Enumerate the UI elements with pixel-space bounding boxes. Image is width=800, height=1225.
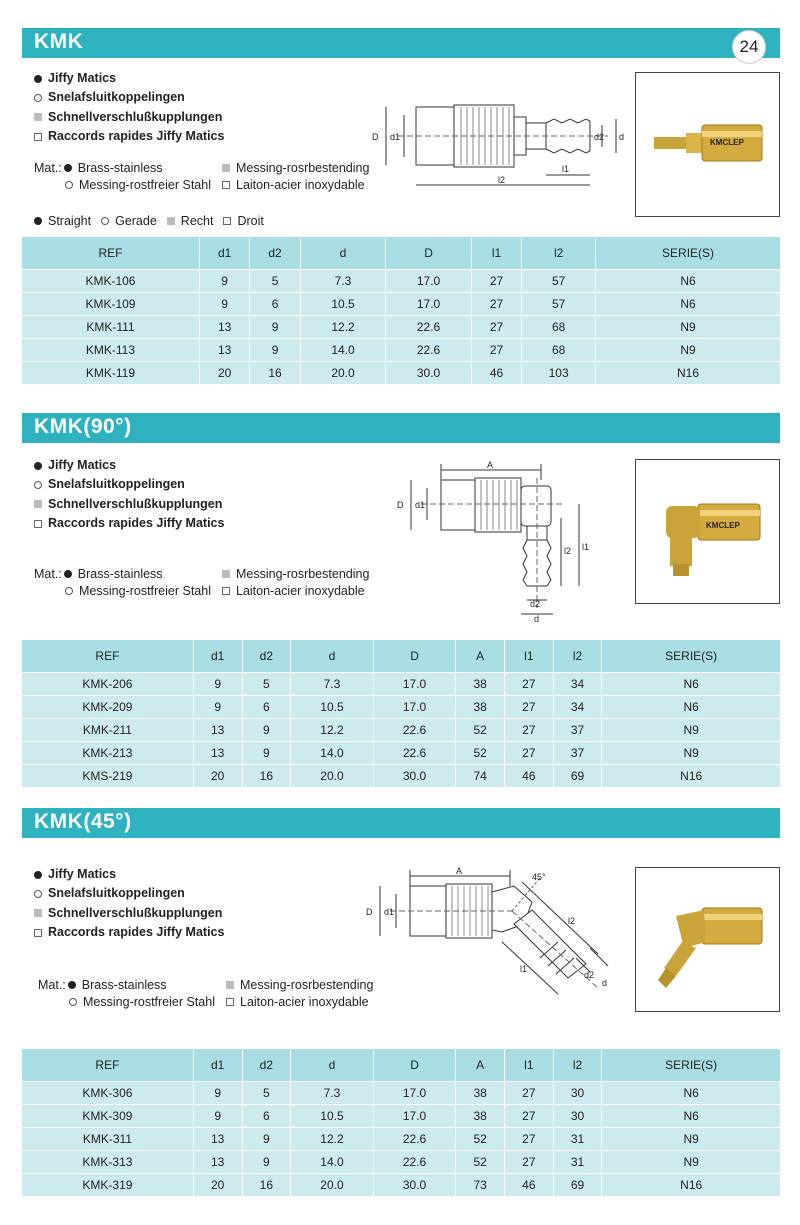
cell: 13 bbox=[199, 315, 249, 338]
column-header: REF bbox=[22, 1049, 193, 1081]
cell: 17.0 bbox=[386, 269, 472, 292]
language-nl: Snelafsluitkoppelingen bbox=[34, 475, 224, 494]
material-info bbox=[34, 159, 370, 193]
cell: 27 bbox=[505, 741, 554, 764]
cell: 10.5 bbox=[291, 1104, 374, 1127]
table-header-row bbox=[22, 640, 780, 672]
table-row bbox=[22, 292, 780, 315]
circle-icon bbox=[65, 181, 73, 189]
label-l2: l2 bbox=[498, 175, 506, 185]
cell: N16 bbox=[602, 764, 780, 787]
cell: 17.0 bbox=[386, 292, 472, 315]
spec-table-kmk bbox=[22, 237, 780, 384]
language-de: Schnellverschlußkupplungen bbox=[34, 904, 224, 923]
cell: KMK-113 bbox=[22, 338, 199, 361]
material-fr: Laiton-acier inoxydable bbox=[236, 177, 365, 192]
square-icon bbox=[34, 133, 42, 141]
material-prefix: Mat.: bbox=[34, 160, 62, 175]
column-header: SERIE(S) bbox=[602, 640, 780, 672]
label-l1: l1 bbox=[520, 964, 528, 974]
cell: 30.0 bbox=[386, 361, 472, 384]
table-header-row bbox=[22, 1049, 780, 1081]
filled-dot-icon bbox=[68, 981, 76, 989]
language-en: Jiffy Matics bbox=[34, 456, 224, 475]
label-angle: 45° bbox=[532, 872, 546, 882]
cell: 34 bbox=[553, 695, 602, 718]
cell: 30 bbox=[553, 1104, 602, 1127]
cell: 14.0 bbox=[300, 338, 386, 361]
label-l1: l1 bbox=[562, 164, 570, 174]
cell: 31 bbox=[553, 1150, 602, 1173]
spec-table-kmk-90 bbox=[22, 640, 780, 787]
cell: 52 bbox=[456, 718, 505, 741]
label-A: A bbox=[487, 460, 494, 470]
cell: 9 bbox=[242, 718, 291, 741]
filled-square-icon bbox=[226, 981, 234, 989]
cell: 37 bbox=[553, 718, 602, 741]
cell: 30.0 bbox=[373, 1173, 456, 1196]
table-row bbox=[22, 741, 780, 764]
square-icon bbox=[34, 520, 42, 528]
cell: KMK-119 bbox=[22, 361, 199, 384]
cell: 37 bbox=[553, 741, 602, 764]
table-row bbox=[22, 1173, 780, 1196]
cell: KMS-219 bbox=[22, 764, 193, 787]
option-en: Straight bbox=[48, 214, 92, 228]
cell: KMK-206 bbox=[22, 672, 193, 695]
language-de: Schnellverschlußkupplungen bbox=[34, 495, 224, 514]
cell: 22.6 bbox=[373, 1127, 456, 1150]
cell: N9 bbox=[602, 718, 780, 741]
filled-square-icon bbox=[222, 164, 230, 172]
cell: N6 bbox=[602, 672, 780, 695]
table-header-row bbox=[22, 237, 780, 269]
column-header: SERIE(S) bbox=[596, 237, 780, 269]
section-title: KMK(90°) bbox=[34, 415, 132, 438]
filled-dot-icon bbox=[34, 871, 42, 879]
filled-dot-icon bbox=[34, 462, 42, 470]
cell: KMK-109 bbox=[22, 292, 199, 315]
cell: 16 bbox=[250, 361, 300, 384]
cell: N6 bbox=[602, 1081, 780, 1104]
column-header: l2 bbox=[553, 1049, 602, 1081]
cell: KMK-106 bbox=[22, 269, 199, 292]
cell: N16 bbox=[596, 361, 780, 384]
column-header: d bbox=[291, 640, 374, 672]
cell: 10.5 bbox=[300, 292, 386, 315]
cell: KMK-313 bbox=[22, 1150, 193, 1173]
cell: KMK-306 bbox=[22, 1081, 193, 1104]
cell: N9 bbox=[602, 1150, 780, 1173]
cell: 6 bbox=[242, 1104, 291, 1127]
column-header: l2 bbox=[522, 237, 596, 269]
cell: 68 bbox=[522, 338, 596, 361]
cell: 20 bbox=[193, 1173, 242, 1196]
cell: N9 bbox=[596, 338, 780, 361]
page-number: 24 bbox=[732, 30, 766, 64]
cell: 6 bbox=[250, 292, 300, 315]
column-header: l1 bbox=[505, 1049, 554, 1081]
material-nl: Messing-rosrbestending bbox=[240, 977, 374, 992]
cell: 17.0 bbox=[373, 695, 456, 718]
table-row bbox=[22, 361, 780, 384]
label-d1: d1 bbox=[415, 500, 426, 510]
cell: 22.6 bbox=[386, 315, 472, 338]
cell: 103 bbox=[522, 361, 596, 384]
material-prefix: Mat.: bbox=[38, 977, 66, 992]
cell: 27 bbox=[505, 1127, 554, 1150]
cell: KMK-213 bbox=[22, 741, 193, 764]
square-icon bbox=[34, 929, 42, 937]
cell: 38 bbox=[456, 1104, 505, 1127]
column-header: REF bbox=[22, 640, 193, 672]
technical-drawing-90-degree bbox=[393, 458, 598, 626]
column-header: D bbox=[386, 237, 472, 269]
material-fr: Laiton-acier inoxydable bbox=[236, 583, 365, 598]
label-d2: d2 bbox=[594, 132, 605, 142]
material-info bbox=[38, 976, 374, 1010]
column-header: REF bbox=[22, 237, 199, 269]
column-header: d1 bbox=[193, 1049, 242, 1081]
cell: KMK-209 bbox=[22, 695, 193, 718]
circle-icon bbox=[34, 94, 42, 102]
cell: 9 bbox=[193, 1081, 242, 1104]
cell: N6 bbox=[602, 695, 780, 718]
cell: 9 bbox=[193, 672, 242, 695]
column-header: d1 bbox=[199, 237, 249, 269]
section-title: KMK(45°) bbox=[34, 810, 132, 833]
filled-dot-icon bbox=[64, 570, 72, 578]
table-row bbox=[22, 1104, 780, 1127]
cell: 12.2 bbox=[291, 718, 374, 741]
cell: 22.6 bbox=[373, 741, 456, 764]
language-fr: Raccords rapides Jiffy Matics bbox=[34, 923, 224, 942]
material-prefix: Mat.: bbox=[34, 566, 62, 581]
cell: 27 bbox=[505, 672, 554, 695]
cell: KMK-309 bbox=[22, 1104, 193, 1127]
cell: KMK-319 bbox=[22, 1173, 193, 1196]
square-icon bbox=[222, 181, 230, 189]
cell: 10.5 bbox=[291, 695, 374, 718]
table-row bbox=[22, 269, 780, 292]
table-row bbox=[22, 695, 780, 718]
column-header: A bbox=[456, 640, 505, 672]
material-nl: Messing-rosrbestending bbox=[236, 160, 370, 175]
cell: 69 bbox=[553, 1173, 602, 1196]
language-list bbox=[34, 456, 224, 533]
label-l1: l1 bbox=[582, 542, 590, 552]
cell: 17.0 bbox=[373, 1104, 456, 1127]
label-d: d bbox=[534, 614, 540, 624]
option-fr: Droit bbox=[237, 214, 264, 228]
material-de: Messing-rostfreier Stahl bbox=[79, 583, 211, 598]
product-photo-90-degree bbox=[635, 459, 780, 604]
cell: 12.2 bbox=[300, 315, 386, 338]
cell: 17.0 bbox=[373, 672, 456, 695]
label-D: D bbox=[397, 500, 404, 510]
cell: 13 bbox=[193, 1150, 242, 1173]
cell: 9 bbox=[193, 1104, 242, 1127]
filled-square-icon bbox=[222, 570, 230, 578]
cell: 7.3 bbox=[291, 1081, 374, 1104]
label-d2: d2 bbox=[584, 970, 595, 980]
cell: 38 bbox=[456, 1081, 505, 1104]
cell: 9 bbox=[250, 315, 300, 338]
material-en: Brass-stainless bbox=[77, 160, 163, 175]
filled-square-icon bbox=[34, 909, 42, 917]
label-d: d bbox=[602, 978, 608, 988]
cell: 46 bbox=[505, 1173, 554, 1196]
table-row bbox=[22, 718, 780, 741]
filled-square-icon bbox=[34, 113, 42, 121]
cell: 20 bbox=[193, 764, 242, 787]
cell: 52 bbox=[456, 1127, 505, 1150]
cell: 69 bbox=[553, 764, 602, 787]
cell: 46 bbox=[471, 361, 521, 384]
cell: 20.0 bbox=[291, 1173, 374, 1196]
cell: 16 bbox=[242, 1173, 291, 1196]
cell: 30.0 bbox=[373, 764, 456, 787]
circle-icon bbox=[34, 481, 42, 489]
cell: 30 bbox=[553, 1081, 602, 1104]
table-row bbox=[22, 764, 780, 787]
cell: N6 bbox=[596, 269, 780, 292]
column-header: A bbox=[456, 1049, 505, 1081]
square-icon bbox=[223, 217, 231, 225]
cell: 9 bbox=[199, 292, 249, 315]
cell: 14.0 bbox=[291, 1150, 374, 1173]
cell: 5 bbox=[250, 269, 300, 292]
cell: 73 bbox=[456, 1173, 505, 1196]
cell: 52 bbox=[456, 1150, 505, 1173]
material-de: Messing-rostfreier Stahl bbox=[79, 177, 211, 192]
cell: 27 bbox=[471, 338, 521, 361]
label-d: d bbox=[619, 132, 625, 142]
label-D: D bbox=[372, 132, 379, 142]
label-l2: l2 bbox=[564, 546, 572, 556]
option-nl: Gerade bbox=[115, 214, 157, 228]
table-row bbox=[22, 338, 780, 361]
spec-table-kmk-45 bbox=[22, 1049, 780, 1196]
cell: 74 bbox=[456, 764, 505, 787]
cell: N9 bbox=[602, 1127, 780, 1150]
column-header: d2 bbox=[250, 237, 300, 269]
column-header: l2 bbox=[553, 640, 602, 672]
material-en: Brass-stainless bbox=[81, 977, 167, 992]
cell: 38 bbox=[456, 695, 505, 718]
filled-dot-icon bbox=[34, 217, 42, 225]
label-l2: l2 bbox=[568, 916, 576, 926]
cell: 57 bbox=[522, 292, 596, 315]
column-header: d bbox=[291, 1049, 374, 1081]
option-de: Recht bbox=[180, 214, 214, 228]
circle-icon bbox=[101, 217, 109, 225]
cell: 5 bbox=[242, 672, 291, 695]
column-header: d2 bbox=[242, 1049, 291, 1081]
column-header: d bbox=[300, 237, 386, 269]
cell: 9 bbox=[250, 338, 300, 361]
cell: N16 bbox=[602, 1173, 780, 1196]
language-fr: Raccords rapides Jiffy Matics bbox=[34, 514, 224, 533]
cell: 27 bbox=[505, 718, 554, 741]
table-row bbox=[22, 1081, 780, 1104]
cell: KMK-111 bbox=[22, 315, 199, 338]
cell: 9 bbox=[242, 1127, 291, 1150]
cell: N9 bbox=[596, 315, 780, 338]
column-header: D bbox=[373, 1049, 456, 1081]
cell: 12.2 bbox=[291, 1127, 374, 1150]
column-header: d2 bbox=[242, 640, 291, 672]
photo-brand: KMCLEP bbox=[710, 138, 744, 147]
cell: 7.3 bbox=[300, 269, 386, 292]
material-nl: Messing-rosrbestending bbox=[236, 566, 370, 581]
cell: 17.0 bbox=[373, 1081, 456, 1104]
circle-icon bbox=[34, 890, 42, 898]
cell: N6 bbox=[602, 1104, 780, 1127]
label-d1: d1 bbox=[384, 907, 395, 917]
cell: KMK-211 bbox=[22, 718, 193, 741]
cell: 27 bbox=[471, 269, 521, 292]
filled-dot-icon bbox=[64, 164, 72, 172]
label-D: D bbox=[366, 907, 373, 917]
cell: 27 bbox=[505, 1104, 554, 1127]
table-row bbox=[22, 315, 780, 338]
language-nl: Snelafsluitkoppelingen bbox=[34, 884, 224, 903]
cell: 31 bbox=[553, 1127, 602, 1150]
cell: 38 bbox=[456, 672, 505, 695]
cell: 20.0 bbox=[300, 361, 386, 384]
cell: KMK-311 bbox=[22, 1127, 193, 1150]
shape-options bbox=[34, 214, 264, 228]
cell: 9 bbox=[242, 741, 291, 764]
cell: 27 bbox=[505, 1150, 554, 1173]
product-photo-straight bbox=[635, 72, 780, 217]
language-fr: Raccords rapides Jiffy Matics bbox=[34, 127, 224, 146]
cell: 20.0 bbox=[291, 764, 374, 787]
square-icon bbox=[226, 998, 234, 1006]
cell: 6 bbox=[242, 695, 291, 718]
table-row bbox=[22, 672, 780, 695]
material-info bbox=[34, 565, 370, 599]
cell: 27 bbox=[471, 315, 521, 338]
section-header-kmk-90 bbox=[22, 413, 780, 443]
cell: 13 bbox=[193, 718, 242, 741]
circle-icon bbox=[65, 587, 73, 595]
cell: 22.6 bbox=[386, 338, 472, 361]
material-fr: Laiton-acier inoxydable bbox=[240, 994, 369, 1009]
language-nl: Snelafsluitkoppelingen bbox=[34, 88, 224, 107]
cell: N6 bbox=[596, 292, 780, 315]
language-en: Jiffy Matics bbox=[34, 865, 224, 884]
square-icon bbox=[222, 587, 230, 595]
cell: 22.6 bbox=[373, 718, 456, 741]
product-photo-45-degree bbox=[635, 867, 780, 1012]
table-row bbox=[22, 1127, 780, 1150]
label-A: A bbox=[456, 866, 463, 876]
cell: 5 bbox=[242, 1081, 291, 1104]
filled-square-icon bbox=[167, 217, 175, 225]
technical-drawing-straight bbox=[368, 95, 628, 190]
cell: 13 bbox=[193, 741, 242, 764]
cell: 68 bbox=[522, 315, 596, 338]
language-de: Schnellverschlußkupplungen bbox=[34, 108, 224, 127]
cell: 27 bbox=[505, 695, 554, 718]
circle-icon bbox=[69, 998, 77, 1006]
column-header: l1 bbox=[471, 237, 521, 269]
column-header: SERIE(S) bbox=[602, 1049, 780, 1081]
filled-dot-icon bbox=[34, 75, 42, 83]
label-d1: d1 bbox=[390, 132, 401, 142]
cell: N9 bbox=[602, 741, 780, 764]
table-row bbox=[22, 1150, 780, 1173]
language-list bbox=[34, 865, 224, 942]
column-header: l1 bbox=[505, 640, 554, 672]
section-header-kmk-45 bbox=[22, 808, 780, 838]
cell: 27 bbox=[505, 1081, 554, 1104]
filled-square-icon bbox=[34, 500, 42, 508]
cell: 13 bbox=[199, 338, 249, 361]
cell: 46 bbox=[505, 764, 554, 787]
cell: 14.0 bbox=[291, 741, 374, 764]
photo-brand: KMCLEP bbox=[706, 521, 740, 530]
section-title: KMK bbox=[34, 30, 84, 53]
cell: 9 bbox=[242, 1150, 291, 1173]
technical-drawing-45-degree bbox=[362, 862, 620, 1002]
cell: 52 bbox=[456, 741, 505, 764]
column-header: D bbox=[373, 640, 456, 672]
cell: 34 bbox=[553, 672, 602, 695]
cell: 7.3 bbox=[291, 672, 374, 695]
material-de: Messing-rostfreier Stahl bbox=[83, 994, 215, 1009]
material-en: Brass-stainless bbox=[77, 566, 163, 581]
language-list bbox=[34, 69, 224, 146]
cell: 57 bbox=[522, 269, 596, 292]
cell: 13 bbox=[193, 1127, 242, 1150]
column-header: d1 bbox=[193, 640, 242, 672]
cell: 16 bbox=[242, 764, 291, 787]
cell: 9 bbox=[193, 695, 242, 718]
language-en: Jiffy Matics bbox=[34, 69, 224, 88]
label-d2: d2 bbox=[530, 599, 541, 609]
section-header-kmk bbox=[22, 28, 780, 58]
cell: 9 bbox=[199, 269, 249, 292]
cell: 27 bbox=[471, 292, 521, 315]
cell: 20 bbox=[199, 361, 249, 384]
cell: 22.6 bbox=[373, 1150, 456, 1173]
